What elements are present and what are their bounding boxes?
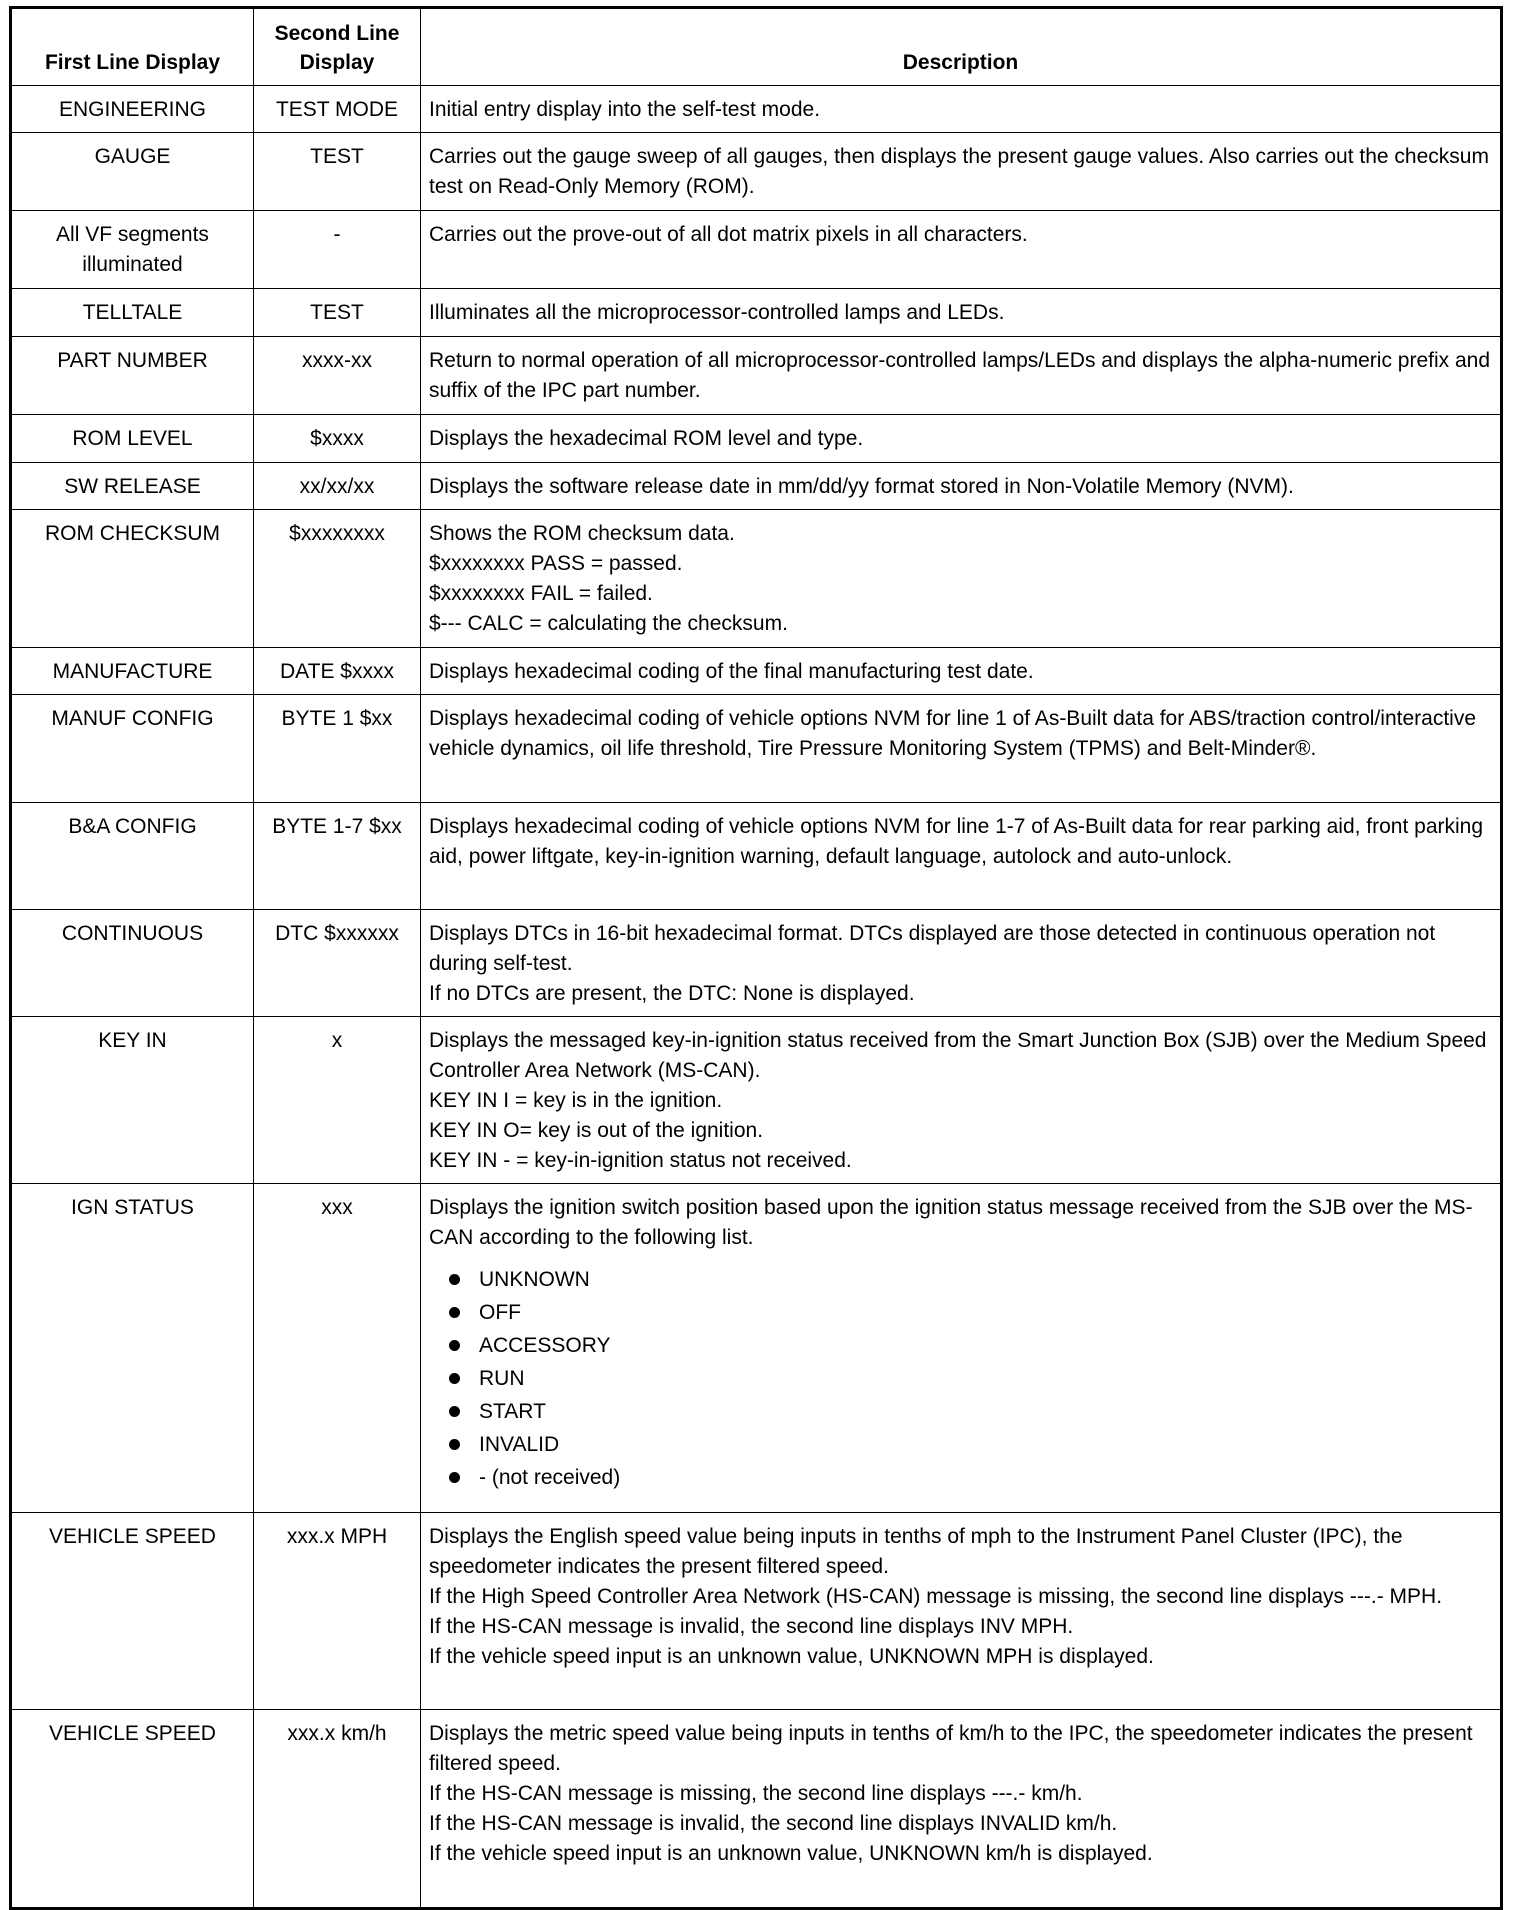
table-row <box>11 86 1502 133</box>
table-row <box>11 803 1502 910</box>
description-line: If no DTCs are present, the DTC: None is displayed. <box>429 982 915 1005</box>
header-row <box>11 8 1502 86</box>
second-line-cell: - <box>254 211 421 289</box>
bullet-list <box>429 1263 1492 1494</box>
bullet-item: RUN <box>447 1362 1492 1395</box>
second-line-cell: TEST MODE <box>254 86 421 133</box>
description-line: Shows the ROM checksum data. <box>429 522 735 545</box>
description-cell <box>421 337 1502 415</box>
bullet-item: START <box>447 1395 1492 1428</box>
first-line-cell: IGN STATUS <box>11 1184 254 1513</box>
table-row <box>11 211 1502 289</box>
description-line: If the High Speed Controller Area Network (HS-CAN) message is missing, the second line displays ---.- MPH. <box>429 1585 1443 1608</box>
description-cell <box>421 1184 1502 1513</box>
description-line: Illuminates all the microprocessor-controlled lamps and LEDs. <box>429 301 1005 324</box>
first-line-cell: ROM LEVEL <box>11 415 254 463</box>
table-row <box>11 695 1502 803</box>
description-line: Displays the ignition switch position based upon the ignition status message received from the SJB over the MS-CAN according to the following list. <box>429 1196 1473 1249</box>
first-line-cell: GAUGE <box>11 133 254 211</box>
self-test-display-table <box>9 6 1503 1910</box>
description-cell <box>421 803 1502 910</box>
second-line-cell: xxx.x km/h <box>254 1710 421 1909</box>
description-line: Displays the software release date in mm/dd/yy format stored in Non-Volatile Memory (NVM). <box>429 475 1294 498</box>
second-line-cell: xx/xx/xx <box>254 463 421 510</box>
description-line: If the vehicle speed input is an unknown value, UNKNOWN km/h is displayed. <box>429 1842 1153 1865</box>
table-row <box>11 1184 1502 1513</box>
table-row <box>11 1710 1502 1909</box>
bullet-item: OFF <box>447 1296 1492 1329</box>
second-line-cell: xxx <box>254 1184 421 1513</box>
description-line: If the vehicle speed input is an unknown value, UNKNOWN MPH is displayed. <box>429 1645 1154 1668</box>
description-cell <box>421 1513 1502 1710</box>
bullet-item: ACCESSORY <box>447 1329 1492 1362</box>
first-line-cell: VEHICLE SPEED <box>11 1710 254 1909</box>
description-line: Carries out the gauge sweep of all gauges, then displays the present gauge values. Also carries out the checksum test on Read-Only Memory (ROM). <box>429 145 1489 198</box>
bullet-item: - (not received) <box>447 1461 1492 1494</box>
first-line-cell: SW RELEASE <box>11 463 254 510</box>
bullet-item: UNKNOWN <box>447 1263 1492 1296</box>
description-line: Displays the metric speed value being inputs in tenths of km/h to the IPC, the speedometer indicates the present filtered speed. <box>429 1722 1473 1775</box>
description-line: $xxxxxxxx FAIL = failed. <box>429 582 653 605</box>
description-line: Displays the English speed value being inputs in tenths of mph to the Instrument Panel Cluster (IPC), the speedometer indicates the present filtered speed. <box>429 1525 1403 1578</box>
description-line: If the HS-CAN message is missing, the second line displays ---.- km/h. <box>429 1782 1083 1805</box>
header-second-line: Second Line Display <box>254 8 421 86</box>
second-line-cell: TEST <box>254 133 421 211</box>
description-line: KEY IN - = key-in-ignition status not received. <box>429 1149 852 1172</box>
table-row <box>11 463 1502 510</box>
description-line: Carries out the prove-out of all dot matrix pixels in all characters. <box>429 223 1028 246</box>
header-first-line: First Line Display <box>11 8 254 86</box>
first-line-cell: TELLTALE <box>11 289 254 337</box>
table-row <box>11 510 1502 648</box>
description-line: Displays the hexadecimal ROM level and type. <box>429 427 864 450</box>
table-row <box>11 289 1502 337</box>
table-row <box>11 648 1502 695</box>
first-line-cell: CONTINUOUS <box>11 910 254 1017</box>
description-line: If the HS-CAN message is invalid, the second line displays INVALID km/h. <box>429 1812 1118 1835</box>
second-line-cell: BYTE 1-7 $xx <box>254 803 421 910</box>
description-cell <box>421 86 1502 133</box>
description-line: $xxxxxxxx PASS = passed. <box>429 552 683 575</box>
bullet-item: INVALID <box>447 1428 1492 1461</box>
description-cell <box>421 510 1502 648</box>
description-line: $--- CALC = calculating the checksum. <box>429 612 788 635</box>
first-line-cell: MANUFACTURE <box>11 648 254 695</box>
table-row <box>11 415 1502 463</box>
description-cell <box>421 415 1502 463</box>
description-line: Displays DTCs in 16-bit hexadecimal format. DTCs displayed are those detected in continuous operation not during self-test. <box>429 922 1436 975</box>
second-line-cell: DTC $xxxxxx <box>254 910 421 1017</box>
second-line-cell: $xxxxxxxx <box>254 510 421 648</box>
description-line: Initial entry display into the self-test mode. <box>429 98 821 121</box>
header-description: Description <box>421 8 1502 86</box>
description-cell <box>421 648 1502 695</box>
description-cell <box>421 133 1502 211</box>
second-line-cell: xxxx-xx <box>254 337 421 415</box>
description-cell <box>421 695 1502 803</box>
second-line-cell: BYTE 1 $xx <box>254 695 421 803</box>
table-row <box>11 910 1502 1017</box>
table-row <box>11 1513 1502 1710</box>
description-line: Displays hexadecimal coding of vehicle options NVM for line 1 of As-Built data for ABS/traction control/interactive vehicle dynamics, oil life threshold, Tire Pressure Monitoring System (TPMS) and Belt-Minder®. <box>429 707 1477 760</box>
first-line-cell: PART NUMBER <box>11 337 254 415</box>
first-line-cell: B&A CONFIG <box>11 803 254 910</box>
table-row <box>11 337 1502 415</box>
first-line-cell: All VF segments illuminated <box>11 211 254 289</box>
second-line-cell: x <box>254 1017 421 1184</box>
description-cell <box>421 910 1502 1017</box>
description-line: KEY IN O= key is out of the ignition. <box>429 1119 764 1142</box>
description-cell <box>421 211 1502 289</box>
description-line: Return to normal operation of all microprocessor-controlled lamps/LEDs and displays the alpha-numeric prefix and suffix of the IPC part number. <box>429 349 1491 402</box>
first-line-cell: VEHICLE SPEED <box>11 1513 254 1710</box>
second-line-cell: DATE $xxxx <box>254 648 421 695</box>
first-line-cell: KEY IN <box>11 1017 254 1184</box>
table-row <box>11 133 1502 211</box>
first-line-cell: ENGINEERING <box>11 86 254 133</box>
second-line-cell: xxx.x MPH <box>254 1513 421 1710</box>
second-line-cell: $xxxx <box>254 415 421 463</box>
description-line: If the HS-CAN message is invalid, the second line displays INV MPH. <box>429 1615 1074 1638</box>
description-line: Displays hexadecimal coding of vehicle options NVM for line 1-7 of As-Built data for rear parking aid, front parking aid, power liftgate, key-in-ignition warning, default language, autolock and auto-unlock. <box>429 815 1484 868</box>
description-cell <box>421 289 1502 337</box>
second-line-cell: TEST <box>254 289 421 337</box>
table-row <box>11 1017 1502 1184</box>
description-cell <box>421 1017 1502 1184</box>
description-cell <box>421 1710 1502 1909</box>
description-line: Displays the messaged key-in-ignition status received from the Smart Junction Box (SJB) over the Medium Speed Controller Area Network (MS-CAN). <box>429 1029 1487 1082</box>
description-cell <box>421 463 1502 510</box>
description-line: Displays hexadecimal coding of the final manufacturing test date. <box>429 660 1034 683</box>
first-line-cell: ROM CHECKSUM <box>11 510 254 648</box>
description-line: KEY IN I = key is in the ignition. <box>429 1089 723 1112</box>
first-line-cell: MANUF CONFIG <box>11 695 254 803</box>
